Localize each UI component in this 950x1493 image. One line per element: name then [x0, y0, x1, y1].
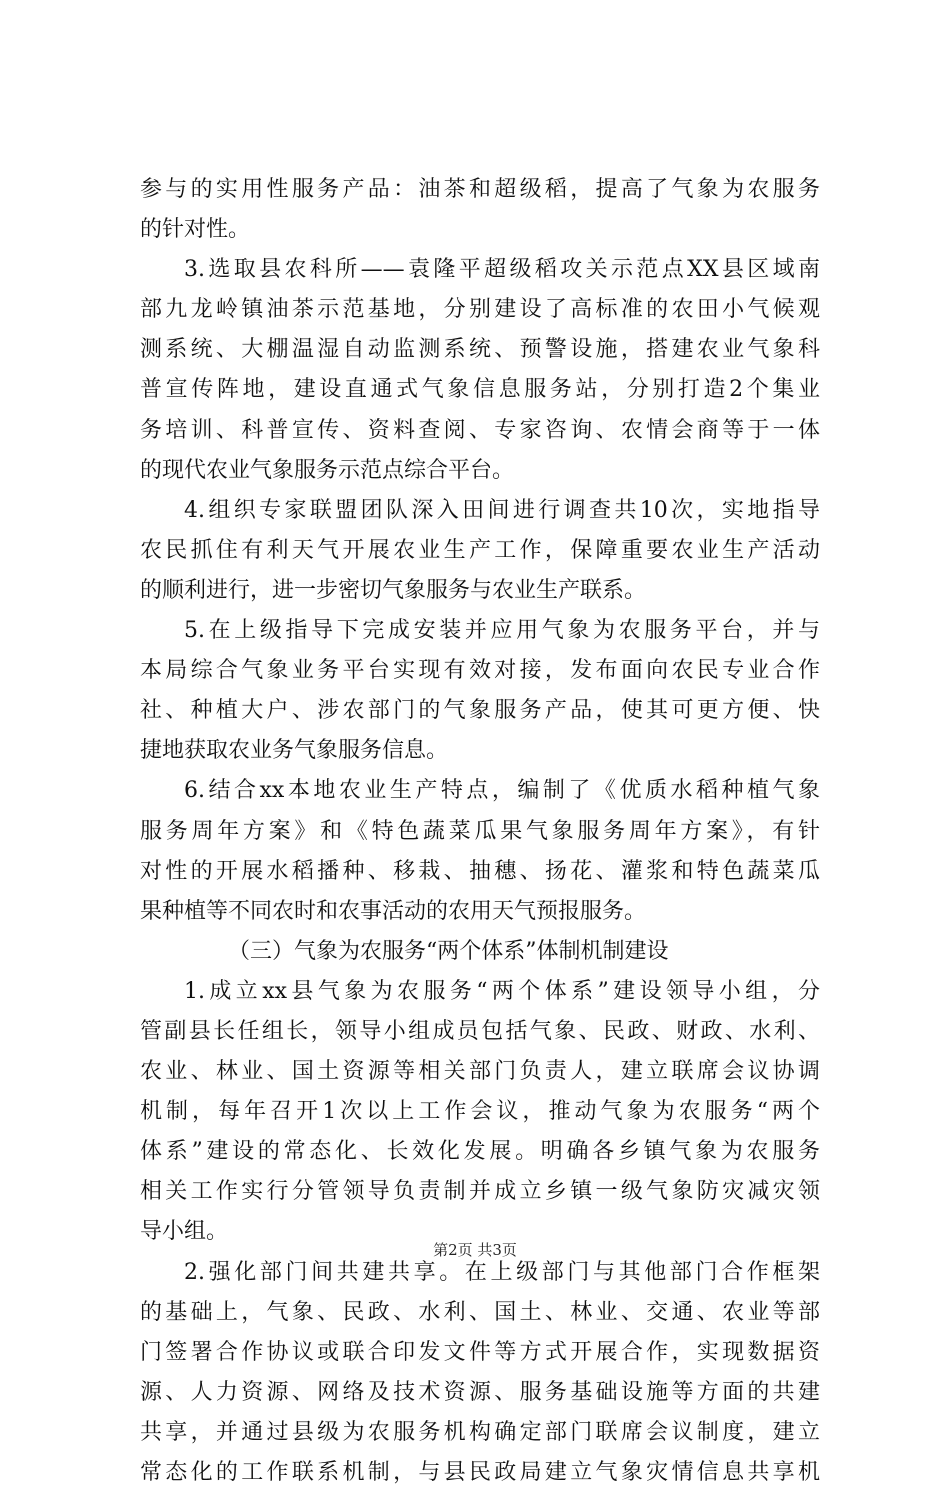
text-line: 普宣传阵地，建设直通式气象信息服务站，分别打造2个集业: [140, 377, 820, 403]
text-line: 社、种植大户、涉农部门的气象服务产品，使其可更方便、快: [140, 698, 820, 724]
text-line: 体系”建设的常态化、长效化发展。明确各乡镇气象为农服务: [140, 1139, 820, 1165]
text-line: 共享，并通过县级为农服务机构确定部门联席会议制度，建立: [140, 1419, 820, 1445]
text-line: 2.强化部门间共建共享。在上级部门与其他部门合作框架: [184, 1259, 820, 1285]
text-line: 参与的实用性服务产品：油茶和超级稻，提高了气象为农服务: [140, 177, 820, 202]
text-line: 的针对性。: [140, 217, 251, 243]
text-line: 测系统、大棚温湿自动监测系统、预警设施，搭建农业气象科: [140, 337, 820, 363]
text-line: 部九龙岭镇油茶示范基地，分别建设了高标准的农田小气候观: [140, 297, 820, 323]
text-line: 1.成立xx县气象为农服务“两个体系”建设领导小组，分: [184, 978, 820, 1004]
text-line: 务培训、科普宣传、资料查阅、专家咨询、农情会商等于一体: [140, 417, 820, 443]
text-line: 农业、林业、国土资源等相关部门负责人，建立联席会议协调: [140, 1059, 820, 1085]
text-line: 的基础上，气象、民政、水利、国土、林业、交通、农业等部: [140, 1299, 820, 1325]
text-line: 果种植等不同农时和农事活动的农用天气预报服务。: [140, 898, 647, 924]
text-line: 5.在上级指导下完成安装并应用气象为农服务平台，并与: [184, 618, 820, 644]
text-line: 导小组。: [140, 1219, 229, 1245]
text-line: 对性的开展水稻播种、移栽、抽穗、扬花、灌浆和特色蔬菜瓜: [140, 858, 820, 884]
text-line: 的顺利进行，进一步密切气象服务与农业生产联系。: [140, 577, 647, 603]
document-body: [140, 170, 820, 1493]
text-line: 机制，每年召开1次以上工作会议，推动气象为农服务“两个: [140, 1099, 820, 1125]
text-line: 相关工作实行分管领导负责制并成立乡镇一级气象防灾减灾领: [140, 1179, 820, 1205]
text-line: 服务周年方案》和《特色蔬菜瓜果气象服务周年方案》，有针: [140, 818, 820, 844]
section-heading: （三）气象为农服务“两个体系”体制机制建设: [228, 938, 669, 964]
text-line: 本局综合气象业务平台实现有效对接，发布面向农民专业合作: [140, 658, 820, 684]
text-line: 农民抓住有利天气开展农业生产工作，保障重要农业生产活动: [140, 537, 820, 563]
text-line: 常态化的工作联系机制，与县民政局建立气象灾情信息共享机: [140, 1460, 820, 1485]
text-line: 6.结合xx本地农业生产特点，编制了《优质水稻种植气象: [184, 778, 820, 804]
text-line: 3.选取县农科所——袁隆平超级稻攻关示范点XX县区域南: [184, 257, 820, 283]
text-line: 源、人力资源、网络及技术资源、服务基础设施等方面的共建: [140, 1379, 820, 1405]
text-line: 管副县长任组长，领导小组成员包括气象、民政、财政、水利、: [140, 1018, 820, 1044]
text-line: 4.组织专家联盟团队深入田间进行调查共10次，实地指导: [184, 497, 820, 523]
text-line: 的现代农业气象服务示范点综合平台。: [140, 457, 515, 483]
text-line: 捷地获取农业务气象服务信息。: [140, 738, 449, 764]
page-footer: 第2页 共3页: [433, 1241, 517, 1259]
text-line: 门签署合作协议或联合印发文件等方式开展合作，实现数据资: [140, 1339, 820, 1365]
